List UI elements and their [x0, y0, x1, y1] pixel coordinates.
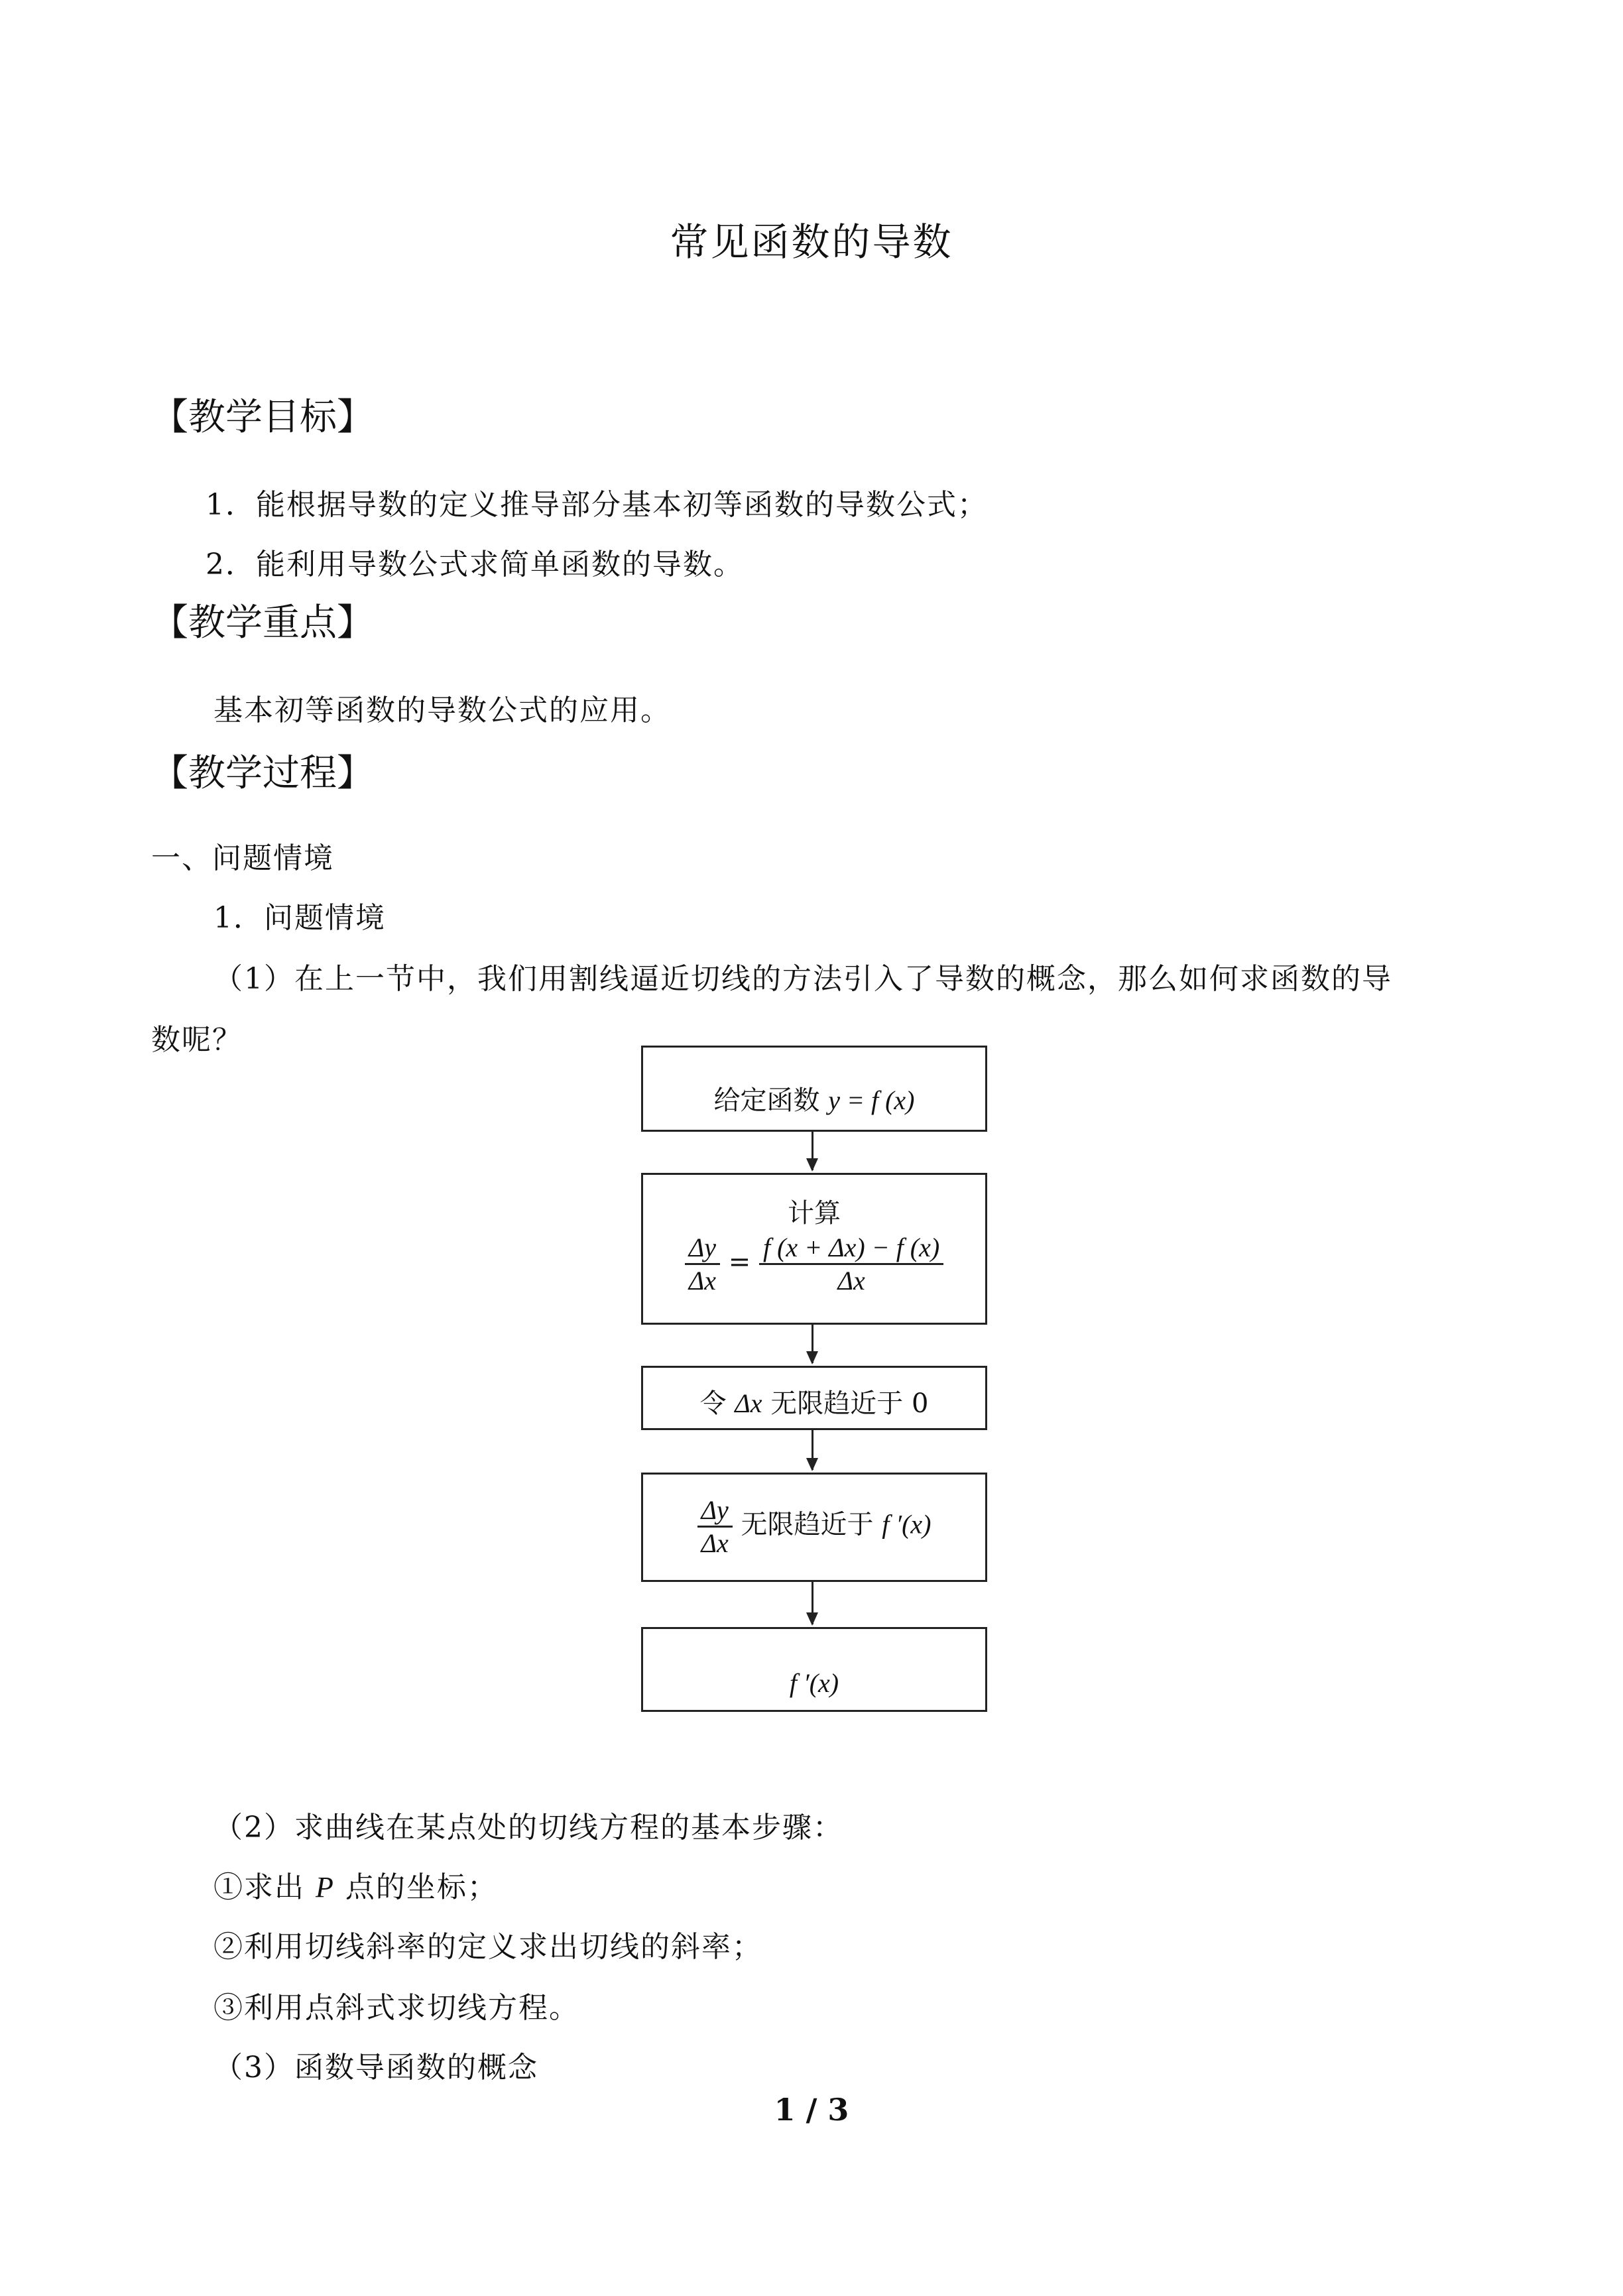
- flow-box-4-content: [643, 1494, 985, 1559]
- flow-box-4-fraction: [697, 1494, 733, 1559]
- flow-box-2-lhs-fraction: [685, 1232, 720, 1296]
- goal-item-1: 1．能根据导数的定义推导部分基本初等函数的导数公式；: [206, 488, 988, 522]
- flow-box-2-rhs-fraction: [759, 1232, 943, 1296]
- flow-box-4-denominator: Δx: [701, 1528, 729, 1558]
- question2-heading: （2）求曲线在某点处的切线方程的基本步骤：: [213, 1811, 843, 1844]
- key-points-text: 基本初等函数的导数公式的应用。: [213, 694, 671, 727]
- section-heading-goals: 【教学目标】: [151, 396, 374, 439]
- flow-box-2-rhs-numerator: f (x + Δx) − f (x): [759, 1232, 943, 1265]
- flow-box-2-label: 计算: [788, 1198, 841, 1229]
- question2-step-2: ②利用切线斜率的定义求出切线的斜率；: [213, 1930, 762, 1964]
- flow-box-3-content: [643, 1382, 985, 1420]
- question1-line1: （1）在上一节中，我们用割线逼近切线的方法引入了导数的概念，那么如何求函数的导: [213, 962, 1392, 996]
- question2-step-1: [213, 1863, 498, 1905]
- flow-box-5-formula: f ′(x): [789, 1668, 839, 1698]
- section-heading-process: 【教学过程】: [151, 752, 374, 795]
- flow-box-2-lhs-denominator: Δx: [688, 1266, 717, 1296]
- flow-box-2-rhs-denominator: Δx: [837, 1266, 865, 1296]
- flow-box-4-text: 无限趋近于: [741, 1509, 874, 1540]
- question2-step-1-suffix: 点的坐标；: [345, 1870, 498, 1904]
- flow-arrow-4: [812, 1582, 813, 1624]
- flow-box-4: [641, 1473, 987, 1582]
- sub1-heading: 1．问题情境: [213, 901, 386, 935]
- flow-arrow-1: [812, 1132, 813, 1170]
- flow-box-2-formula: [643, 1232, 985, 1296]
- flow-box-2: [641, 1173, 987, 1325]
- flow-box-4-formula: f ′(x): [882, 1509, 932, 1540]
- question2-step-1-var: P: [316, 1871, 335, 1903]
- flow-arrow-2: [812, 1325, 813, 1363]
- flow-arrow-3: [812, 1430, 813, 1470]
- flow-box-1-formula: y = f (x): [828, 1085, 915, 1115]
- flow-box-1: [641, 1046, 987, 1132]
- flow-box-3-prefix: 令: [699, 1388, 727, 1419]
- question1-line2: 数呢？: [151, 1023, 243, 1057]
- flow-box-1-content: [643, 1079, 985, 1117]
- question2-step-1-prefix: ①求出: [213, 1870, 305, 1904]
- page-indicator: 1 / 3: [774, 2092, 849, 2128]
- part1-heading: 一、问题情境: [151, 841, 334, 875]
- section-heading-key-points: 【教学重点】: [151, 601, 374, 644]
- flow-box-3: [641, 1366, 987, 1430]
- question2-step-3: ③利用点斜式求切线方程。: [213, 1991, 579, 2025]
- page-title: 常见函数的导数: [670, 219, 953, 265]
- flow-box-2-lhs-numerator: Δy: [685, 1232, 720, 1265]
- flow-box-4-numerator: Δy: [697, 1494, 733, 1528]
- flow-box-5: [641, 1627, 987, 1712]
- flow-box-2-equals: =: [728, 1246, 751, 1278]
- flow-box-3-var: Δx: [735, 1388, 762, 1418]
- goal-item-2: 2．能利用导数公式求简单函数的导数。: [206, 548, 744, 581]
- question3-heading: （3）函数导函数的概念: [213, 2051, 538, 2085]
- flow-box-3-suffix: 无限趋近于 0: [770, 1388, 929, 1419]
- flow-box-1-label: 给定函数: [713, 1085, 820, 1116]
